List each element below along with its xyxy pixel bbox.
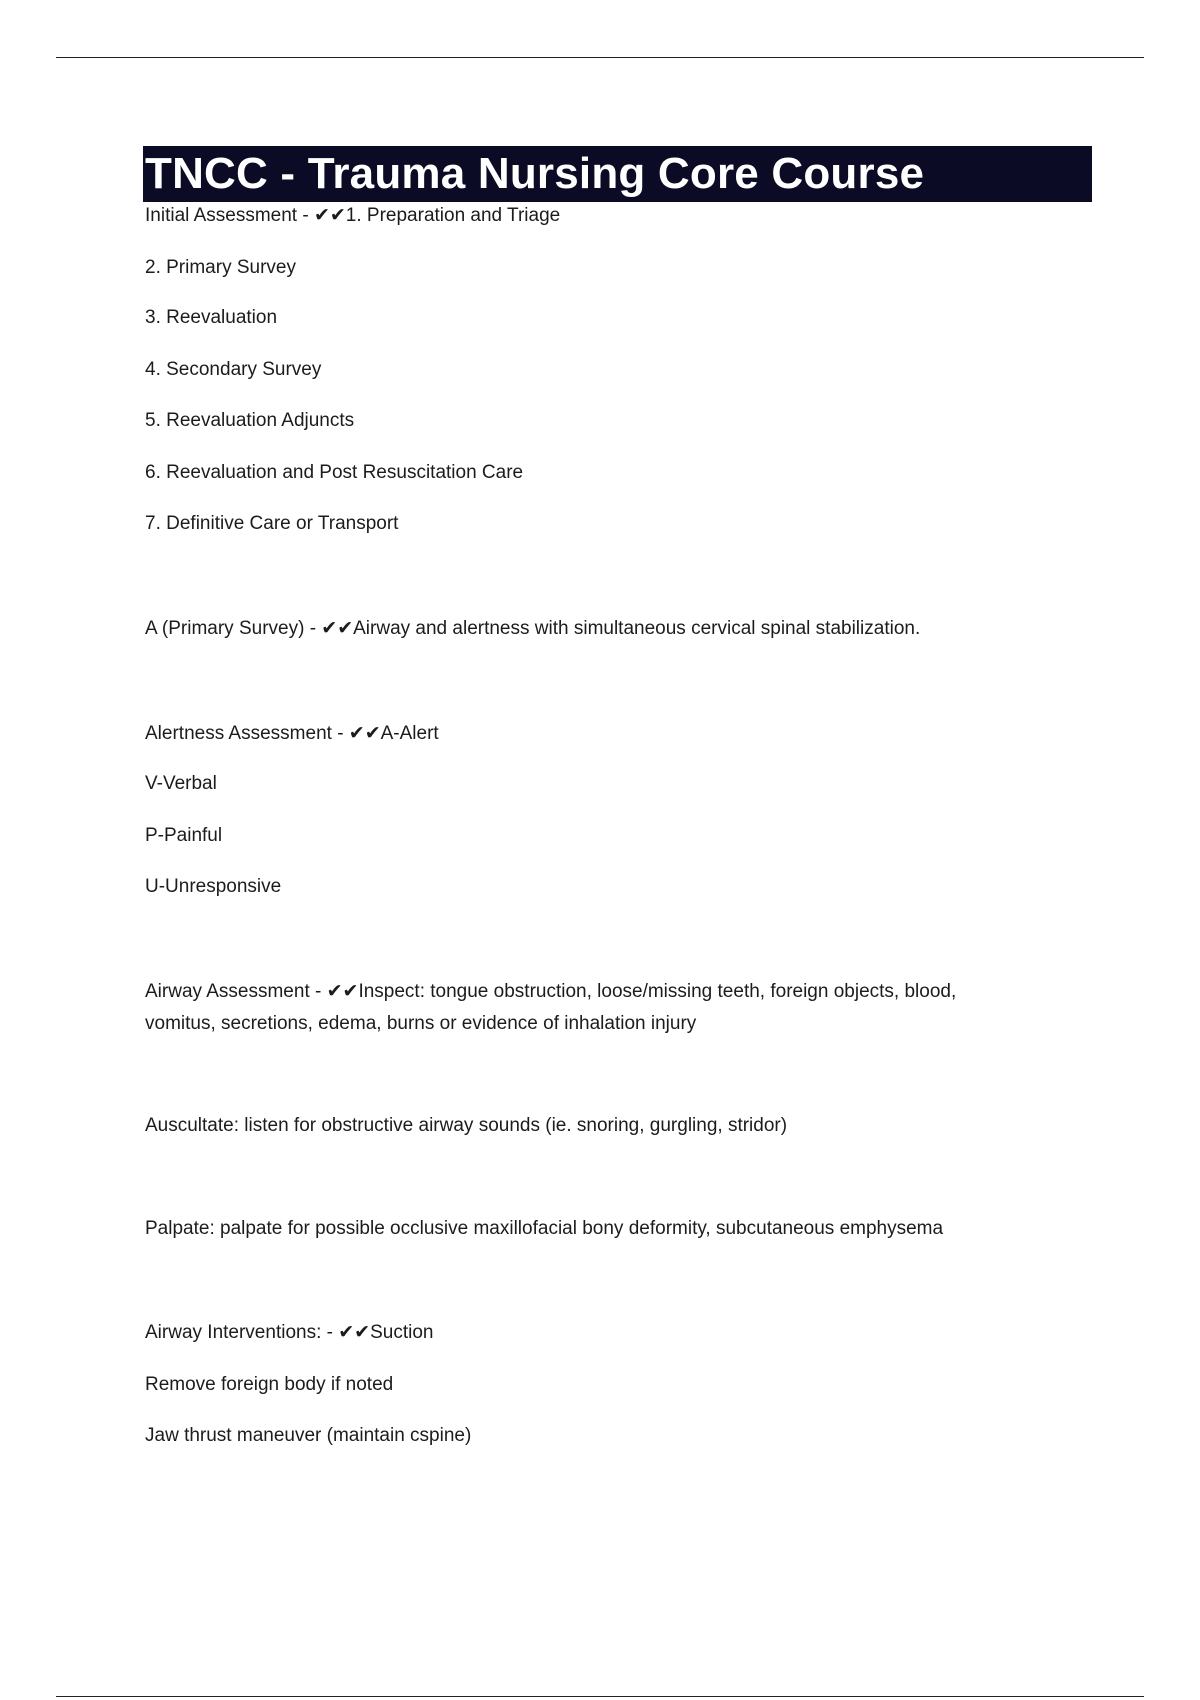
alertness-unresponsive: U-Unresponsive xyxy=(145,876,282,897)
primary-survey-a-line: A (Primary Survey) - ✔✔Airway and alertness with simultaneous cervical spinal stabilization. xyxy=(145,618,921,639)
airway-assessment-line: Airway Assessment - ✔✔Inspect: tongue obstruction, loose/missing teeth, foreign objects, blood, xyxy=(145,981,957,1002)
document-title: TNCC - Trauma Nursing Core Course xyxy=(143,146,1092,202)
step-secondary-survey: 4. Secondary Survey xyxy=(145,359,322,380)
top-rule xyxy=(56,57,1144,58)
bottom-rule xyxy=(56,1696,1144,1697)
step-primary-survey: 2. Primary Survey xyxy=(145,257,296,278)
step-reevaluation-adjuncts: 5. Reevaluation Adjuncts xyxy=(145,410,355,431)
intervention-remove-foreign-body: Remove foreign body if noted xyxy=(145,1374,394,1395)
airway-assessment-continuation: vomitus, secretions, edema, burns or evidence of inhalation injury xyxy=(145,1013,697,1034)
step-post-resuscitation-care: 6. Reevaluation and Post Resuscitation Care xyxy=(145,462,524,483)
step-reevaluation: 3. Reevaluation xyxy=(145,307,278,328)
auscultate-line: Auscultate: listen for obstructive airway sounds (ie. snoring, gurgling, stridor) xyxy=(145,1115,788,1136)
initial-assessment-line: Initial Assessment - ✔✔1. Preparation and Triage xyxy=(145,205,561,226)
intervention-jaw-thrust: Jaw thrust maneuver (maintain cspine) xyxy=(145,1425,472,1446)
airway-interventions-line: Airway Interventions: - ✔✔Suction xyxy=(145,1322,434,1343)
alertness-assessment-line: Alertness Assessment - ✔✔A-Alert xyxy=(145,723,439,744)
step-definitive-care: 7. Definitive Care or Transport xyxy=(145,513,399,534)
palpate-line: Palpate: palpate for possible occlusive maxillofacial bony deformity, subcutaneous emphysema xyxy=(145,1218,944,1239)
alertness-painful: P-Painful xyxy=(145,825,223,846)
alertness-verbal: V-Verbal xyxy=(145,773,217,794)
